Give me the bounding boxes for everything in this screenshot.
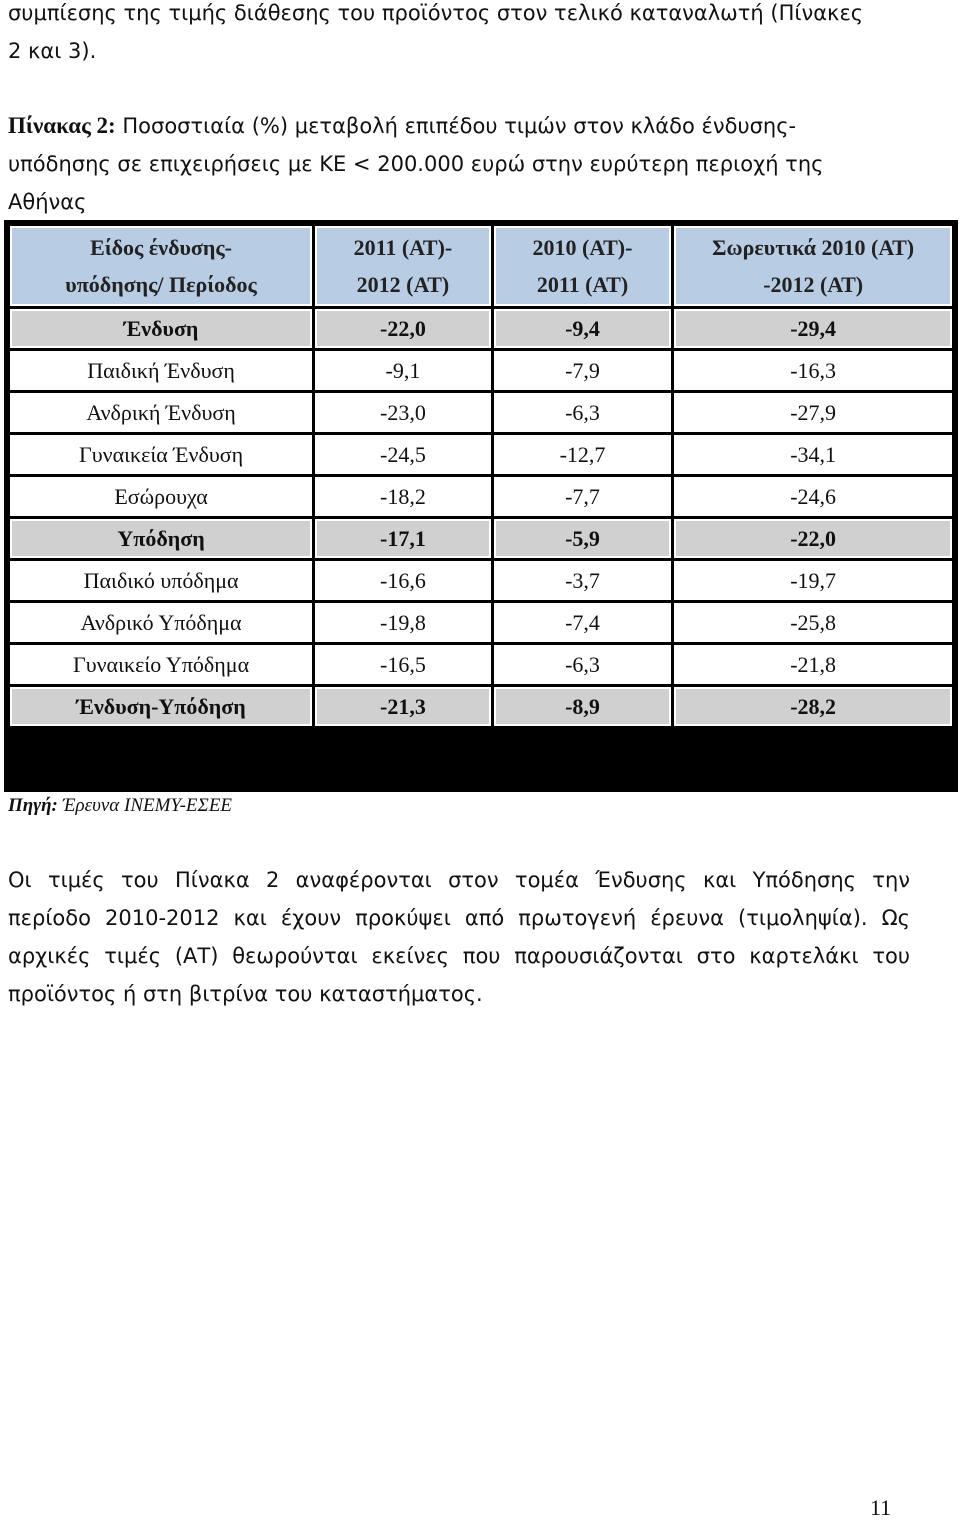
row-label: Παιδική Ένδυση [10, 351, 312, 390]
table-row [10, 477, 952, 516]
value-cumulative: -24,6 [674, 477, 952, 516]
value-2011-2012: -16,6 [315, 561, 491, 600]
table-caption-line-1: Ποσοστιαία (%) μεταβολή επιπέδου τιμών στον κλάδο ένδυσης- [115, 114, 797, 138]
row-label: Παιδικό υπόδημα [10, 561, 312, 600]
row-label: Γυναικείο Υπόδημα [10, 645, 312, 684]
value-cumulative: -25,8 [674, 603, 952, 642]
row-label: Ένδυση-Υπόδηση [10, 687, 312, 726]
table-row [10, 351, 952, 390]
value-2011-2012: -16,5 [315, 645, 491, 684]
row-label: Ένδυση [10, 309, 312, 348]
table-row [10, 309, 952, 348]
row-label: Ανδρική Ένδυση [10, 393, 312, 432]
header-cumulative: Σωρευτικά 2010 (ΑΤ) -2012 (ΑΤ) [674, 226, 952, 306]
table-row [10, 435, 952, 474]
value-cumulative: -34,1 [674, 435, 952, 474]
value-cumulative: -21,8 [674, 645, 952, 684]
value-2010-2011: -5,9 [494, 519, 672, 558]
intro-line-1: συμπίεσης της τιμής διάθεσης του προϊόντος στον τελικό καταναλωτή (Πίνακες [8, 1, 864, 25]
table-row [10, 603, 952, 642]
table-caption-line-3: Αθήνας [8, 190, 87, 214]
row-label: Εσώρουχα [10, 477, 312, 516]
row-label: Υπόδηση [10, 519, 312, 558]
value-2010-2011: -8,9 [494, 687, 672, 726]
value-cumulative: -19,7 [674, 561, 952, 600]
value-2011-2012: -19,8 [315, 603, 491, 642]
value-2010-2011: -3,7 [494, 561, 672, 600]
value-cumulative: -28,2 [674, 687, 952, 726]
table-row [10, 393, 952, 432]
value-2010-2011: -9,4 [494, 309, 672, 348]
table-caption-label: Πίνακας 2: [8, 113, 116, 138]
value-cumulative: -16,3 [674, 351, 952, 390]
intro-line-2: 2 και 3). [8, 39, 97, 63]
value-2011-2012: -9,1 [315, 351, 491, 390]
body-line-3: αρχικές τιμές (ΑΤ) θεωρούνται εκείνες που παρουσιάζονται στο καρτελάκι του [8, 944, 910, 968]
value-2010-2011: -7,7 [494, 477, 672, 516]
value-2011-2012: -22,0 [315, 309, 491, 348]
table-row [10, 687, 952, 726]
source-label: Πηγή: [8, 795, 58, 816]
row-label: Γυναικεία Ένδυση [10, 435, 312, 474]
table-caption [8, 107, 910, 221]
value-2011-2012: -23,0 [315, 393, 491, 432]
body-paragraph [8, 861, 910, 1013]
value-cumulative: -29,4 [674, 309, 952, 348]
price-change-table [4, 220, 958, 792]
value-cumulative: -27,9 [674, 393, 952, 432]
value-2010-2011: -7,4 [494, 603, 672, 642]
value-2011-2012: -17,1 [315, 519, 491, 558]
table-row [10, 519, 952, 558]
value-2011-2012: -21,3 [315, 687, 491, 726]
value-2011-2012: -18,2 [315, 477, 491, 516]
row-label: Ανδρικό Υπόδημα [10, 603, 312, 642]
header-category: Είδος ένδυσης- υπόδησης/ Περίοδος [10, 226, 312, 306]
table-header-row [10, 226, 952, 306]
value-2011-2012: -24,5 [315, 435, 491, 474]
table-row [10, 645, 952, 684]
page-number: 11 [870, 1495, 892, 1520]
value-2010-2011: -6,3 [494, 645, 672, 684]
source-text: Έρευνα ΙΝΕΜΥ-ΕΣΕΕ [57, 795, 233, 816]
value-2010-2011: -7,9 [494, 351, 672, 390]
intro-paragraph [8, 0, 910, 70]
value-cumulative: -22,0 [674, 519, 952, 558]
table-source-note [8, 795, 232, 817]
table-row [10, 561, 952, 600]
body-line-2: περίοδο 2010-2012 και έχουν προκύψει από πρωτογενή έρευνα (τιμοληψία). Ως [8, 906, 910, 930]
table-caption-line-2: υπόδησης σε επιχειρήσεις με ΚΕ < 200.000 ευρώ στην ευρύτερη περιοχή της [8, 152, 824, 176]
value-2010-2011: -6,3 [494, 393, 672, 432]
body-line-4: προϊόντος ή στη βιτρίνα του καταστήματος. [8, 982, 483, 1006]
header-2011-2012: 2011 (ΑΤ)- 2012 (ΑΤ) [315, 226, 491, 306]
body-line-1: Οι τιμές του Πίνακα 2 αναφέρονται στον τομέα Ένδυσης και Υπόδησης την [8, 868, 910, 892]
value-2010-2011: -12,7 [494, 435, 672, 474]
header-2010-2011: 2010 (ΑΤ)- 2011 (ΑΤ) [494, 226, 672, 306]
